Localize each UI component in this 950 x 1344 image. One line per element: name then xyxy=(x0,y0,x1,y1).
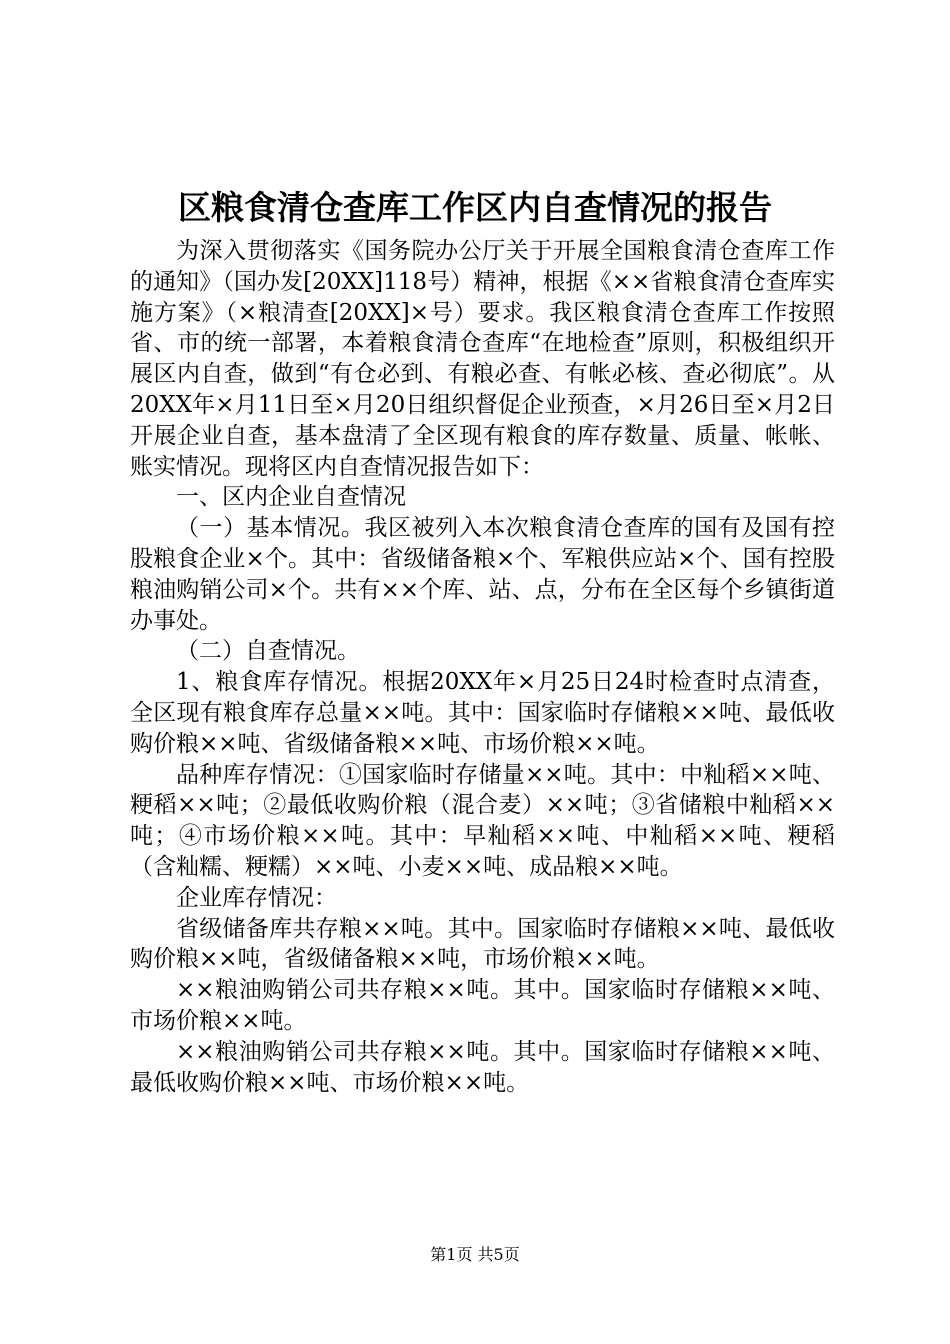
page-number: 第1页 共5页 xyxy=(430,1245,520,1264)
basic-situation-paragraph: （一）基本情况。我区被列入本次粮食清仓查库的国有及国有控股粮食企业×个。其中：省级储备粮×个、军粮供应站×个、国有控股粮油购销公司×个。共有××个库、站、点，分布在全区每个乡镇街道办事处。 xyxy=(130,515,835,634)
variety-stock-paragraph: 品种库存情况：①国家临时存储量××吨。其中：中籼稻××吨、粳稻××吨；②最低收购价粮（混合麦）××吨；③省储粮中籼稻××吨；④市场价粮××吨。其中：早籼稻××吨、中籼稻××吨、粳稻（含籼糯、粳糯）××吨、小麦××吨、成品粮××吨。 xyxy=(130,761,835,880)
intro-paragraph: 为深入贯彻落实《国务院办公厅关于开展全国粮食清仓查库工作的通知》（国办发[20XX]118号）精神，根据《××省粮食清仓查库实施方案》（×粮清查[20XX]×号）要求。我区粮食清仓查库工作按照省、市的统一部署，本着粮食清仓查库“在地检查”原则，积极组织开展区内自查，做到“有仓必到、有粮必查、有帐必核、查必彻底”。从20XX年×月11日至×月20日组织督促企业预查，×月26日至×月2日开展企业自查，基本盘清了全区现有粮食的库存数量、质量、帐帐、账实情况。现将区内自查情况报告如下： xyxy=(130,238,835,480)
section-heading-1: 一、区内企业自查情况 xyxy=(176,484,406,511)
grain-stock-paragraph: 1、粮食库存情况。根据20XX年×月25日24时检查时点清查，全区现有粮食库存总量××吨。其中：国家临时存储粮××吨、最低收购价粮××吨、省级储备粮××吨、市场价粮××吨。 xyxy=(130,669,835,757)
enterprise-stock-heading: 企业库存情况： xyxy=(176,884,337,911)
self-check-heading: （二）自查情况。 xyxy=(176,638,360,665)
page-title: 区粮食清仓查库工作区内自查情况的报告 xyxy=(178,188,772,227)
document-body xyxy=(130,236,835,1098)
company-stock-paragraph-2: ××粮油购销公司共存粮××吨。其中。国家临时存储粮××吨、最低收购价粮××吨、市场价粮××吨。 xyxy=(130,1038,835,1096)
company-stock-paragraph-1: ××粮油购销公司共存粮××吨。其中。国家临时存储粮××吨、市场价粮××吨。 xyxy=(130,977,835,1034)
provincial-reserve-paragraph: 省级储备库共存粮××吨。其中。国家临时存储粮××吨、最低收购价粮××吨，省级储备粮××吨，市场价粮××吨。 xyxy=(130,915,835,973)
